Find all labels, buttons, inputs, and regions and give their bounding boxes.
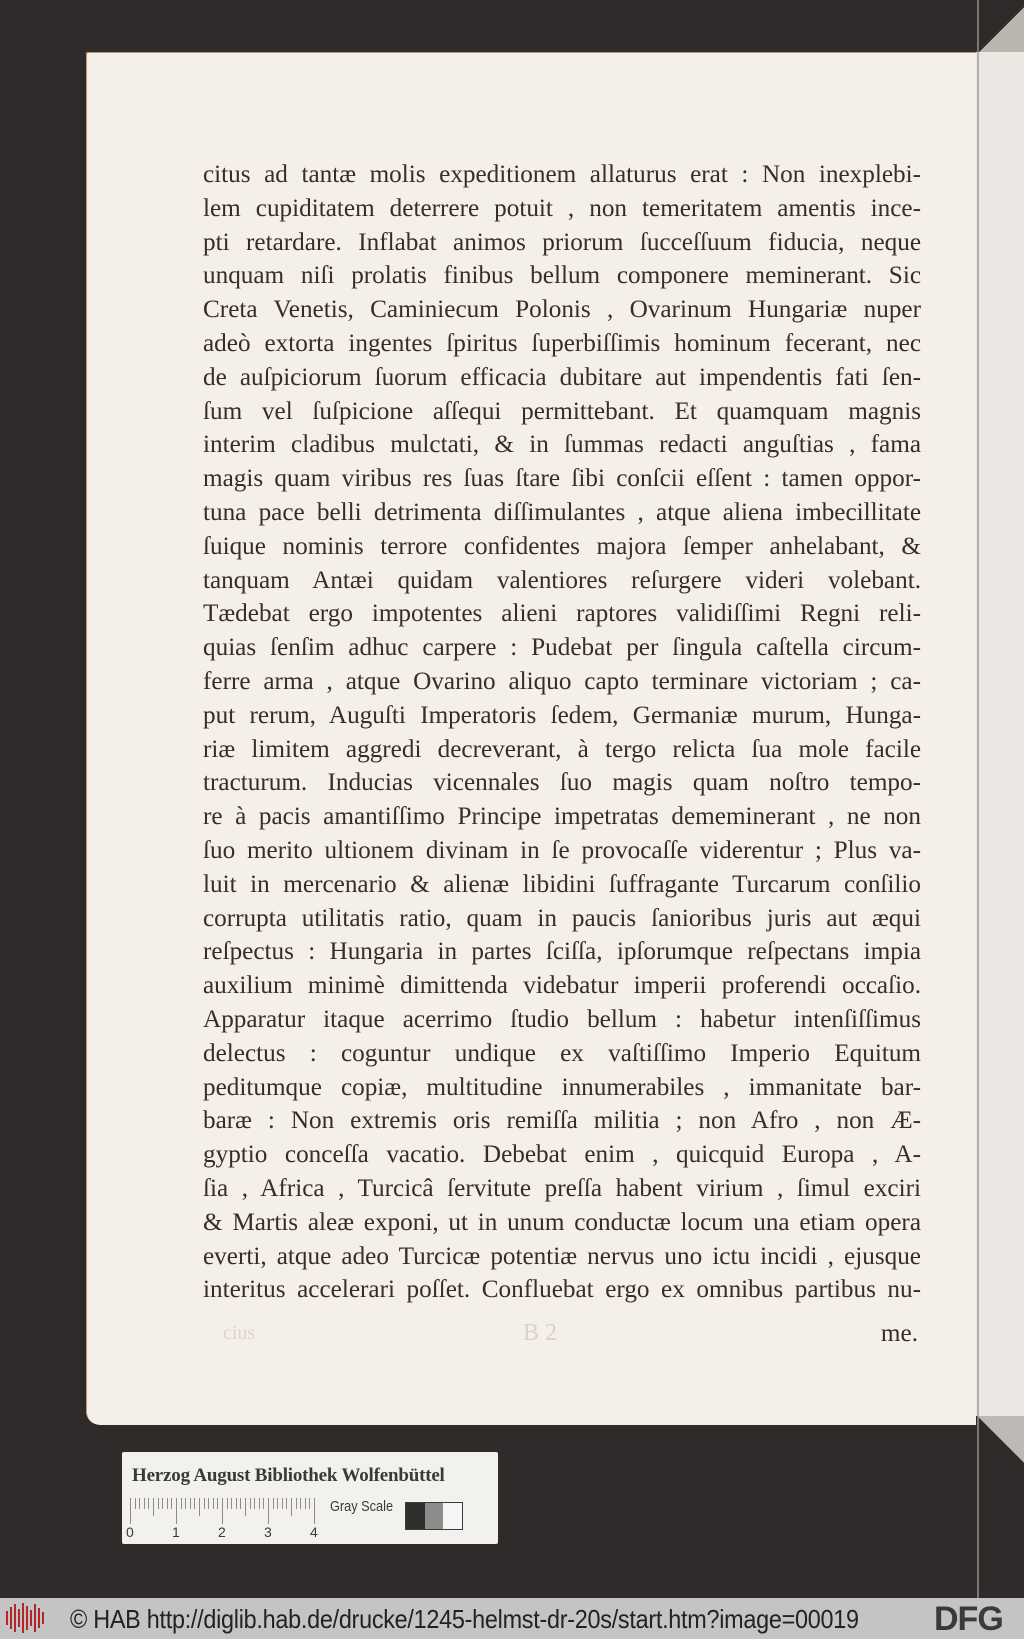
text-line: Creta Venetis, Caminiecum Polonis , Ovarinum Hungariæ nuper [203,296,921,324]
text-line: quias ſenſim adhuc carpere : Pudebat per ſingula caſtella circum- [203,634,921,662]
catchword: me. [880,1320,918,1347]
ruler-tick [167,1498,168,1509]
ruler-tick [245,1498,246,1516]
ruler-tick [277,1498,278,1509]
ruler-tick [236,1498,237,1509]
hab-logo-icon [4,1602,46,1634]
text-line: lem cupiditatem deterrere potuit , non temeritatem amentis ince- [203,194,921,222]
text-line: ſia , Africa , Turcicâ ſervitute preſſa habent virium , ſimul exciri [203,1174,921,1202]
text-line: reſpectus : Hungaria in partes ſciſſa, ipſorumque reſpectans impia [203,938,921,966]
ruler-tick [176,1498,177,1524]
ruler-tick [130,1498,131,1524]
text-line: Apparatur itaque acerrimo ſtudio bellum : habetur intenſiſſimus [203,1005,921,1033]
ruler-tick [305,1498,306,1509]
bleed-through-text: cius [223,1322,256,1344]
ruler-tick [222,1498,223,1524]
ruler-tick [204,1498,205,1509]
text-line: baræ : Non extremis oris remiſſa militia ; non Afro , non Æ- [203,1107,921,1135]
text-line: interitus accelerari poſſet. Confluebat ergo ex omnibus partibus nu- [203,1276,921,1304]
text-line: put rerum, Auguſti Imperatoris ſedem, Germaniæ murum, Hunga- [203,701,921,729]
text-line: luit in mercenario & alienæ libidini ſuffragante Turcarum conſilio [203,870,921,898]
library-color-card [122,1452,498,1544]
ruler-tick [208,1498,209,1509]
ruler-tick [259,1498,260,1509]
facing-page-corner-bottom [972,1416,1024,1598]
ruler-tick [240,1498,241,1509]
text-line: unquam niſi prolatis finibus bellum componere meminerant. Sic [203,262,921,290]
book-fold-line [977,0,979,1598]
library-name: Herzog August Bibliothek Wolfenbüttel [132,1465,445,1486]
text-line: Tædebat ergo impotentes alieni raptores validiſſimi Regni reli- [203,600,921,628]
ruler-tick [213,1498,214,1509]
text-line: & Martis aleæ exponi, ut in unum conductæ locum una etiam opera [203,1208,921,1236]
gray-swatch [406,1503,425,1529]
ruler-tick [135,1498,136,1509]
ruler-tick [300,1498,301,1509]
ruler-tick [217,1498,218,1509]
ruler-tick [268,1498,269,1524]
ruler-tick [254,1498,255,1509]
text-line: tanquam Antæi quidam valentiores reſurgere videri volebant. [203,566,921,594]
ruler-tick [139,1498,140,1509]
bleed-through-signature: B 2 [523,1320,558,1346]
text-line: adeò extorta ingentes ſpiritus ſuperbiſſimis hominum fecerant, nec [203,329,921,357]
text-line: gyptio conceſſa vacatio. Debebat enim , quicquid Europa , A- [203,1141,921,1169]
ruler-tick [250,1498,251,1509]
ruler-tick [273,1498,274,1509]
ruler-tick [199,1498,200,1516]
ruler-tick [158,1498,159,1509]
ruler-tick [227,1498,228,1509]
ruler-scale [126,1498,318,1540]
text-line: tuna pace belli detrimenta diſſimulantes , atque aliena imbecillitate [203,498,921,526]
ruler-tick [231,1498,232,1509]
ruler-tick [286,1498,287,1509]
ruler-number: 4 [310,1524,318,1540]
facing-page-corner-top [972,0,1024,56]
ruler-tick [171,1498,172,1509]
text-line: de auſpiciorum ſuorum efficacia dubitare aut impendentis fati ſen- [203,363,921,391]
ruler-tick [263,1498,264,1509]
ruler-tick [185,1498,186,1509]
text-line: riæ limitem aggredi decreverant, à tergo relicta ſua mole facile [203,735,921,763]
gray-scale-label: Gray Scale [330,1498,394,1515]
ruler-tick [282,1498,283,1509]
gray-scale-swatches [405,1502,463,1530]
ruler-number: 3 [264,1524,272,1540]
ruler-tick [153,1498,154,1516]
text-line: pti retardare. Inflabat animos priorum ſucceſſuum fiducia, neque [203,228,921,256]
ruler-tick [181,1498,182,1509]
dfg-logo: DFG [934,1600,1003,1638]
text-line: magis quam viribus res ſuas ſtare ſibi conſcii eſſent : tamen oppor- [203,465,921,493]
text-line: ſuique nominis terrore confidentes majora ſemper anhelabant, & [203,532,921,560]
ruler-tick [291,1498,292,1516]
text-line: ſum vel ſuſpicione aſſequi permittebant. Et quamquam magnis [203,397,921,425]
text-line: interim cladibus mulctati, & in ſummas redacti anguſtias , fama [203,431,921,459]
text-line: tracturum. Inducias vicennales ſuo magis quam noſtro tempo- [203,769,921,797]
copyright-url[interactable]: © HAB http://diglib.hab.de/drucke/1245-helmst-dr-20s/start.htm?image=00019 [70,1604,859,1634]
ruler-tick [144,1498,145,1509]
text-line: peditumque copiæ, multitudine innumerabiles , immanitate bar- [203,1073,921,1101]
text-line: re à pacis amantiſſimo Principe impetratas dememinerant , ne non [203,803,921,831]
text-line: ſuo merito ultionem divinam in ſe provocaſſe viderentur ; Plus va- [203,836,921,864]
text-line: citus ad tantæ molis expeditionem allaturus erat : Non inexplebi- [203,161,921,188]
ruler-number: 2 [218,1524,226,1540]
text-line: delectus : coguntur undique ex vaſtiſſimo Imperio Equitum [203,1039,921,1067]
gray-swatch [443,1503,462,1529]
ruler-number: 0 [126,1524,134,1540]
facing-page-edge [972,52,1024,1416]
text-line: everti, atque adeo Turcicæ potentiæ nervus uno ictu incidi , ejusque [203,1242,921,1270]
text-line: corrupta utilitatis ratio, quam in paucis ſanioribus juris aut æqui [203,904,921,932]
gray-swatch [425,1503,444,1529]
ruler-tick [314,1498,315,1524]
page-body-text [203,158,921,1307]
text-line: ferre arma , atque Ovarino aliquo capto terminare victoriam ; ca- [203,667,921,695]
ruler-number: 1 [172,1524,180,1540]
ruler-tick [194,1498,195,1509]
footer-bar [0,1598,1024,1639]
ruler-tick [162,1498,163,1509]
text-line: auxilium minimè dimittenda videbatur imperii proferendi occaſio. [203,972,921,1000]
ruler-tick [309,1498,310,1509]
ruler-tick [148,1498,149,1509]
ruler-tick [190,1498,191,1509]
ruler-tick [296,1498,297,1509]
